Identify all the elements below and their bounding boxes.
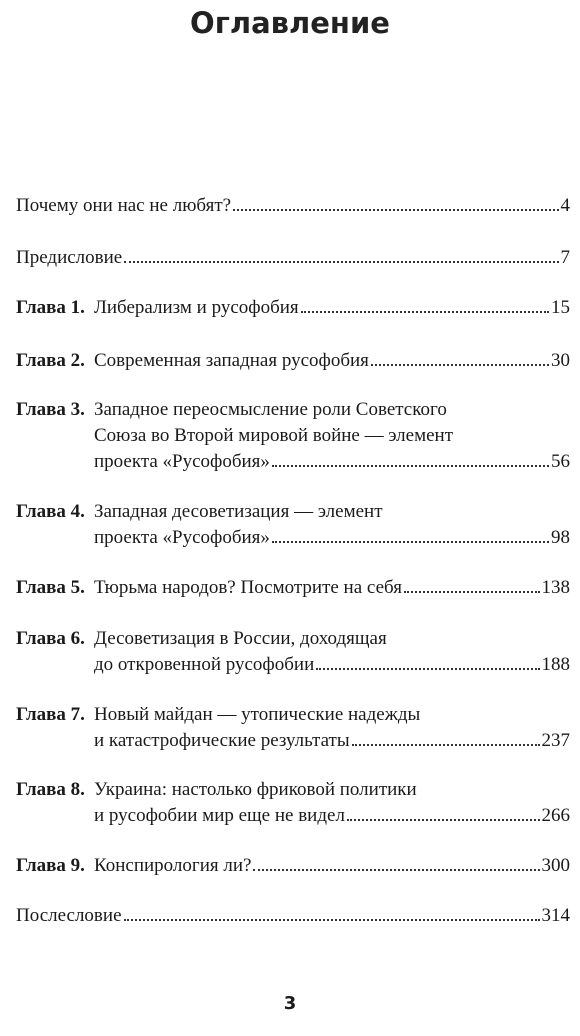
entry-page-number: 314 — [541, 905, 570, 926]
entry-page-number: 56 — [551, 451, 570, 472]
chapter-label: Глава 4. — [16, 501, 85, 522]
entry-title: Почему они нас не любят? — [16, 195, 232, 216]
dot-leader — [371, 364, 549, 366]
entry-title: Тюрьма народов? Посмотрите на себя — [94, 577, 402, 598]
toc-entry[interactable] — [16, 777, 570, 829]
entry-page-number: 30 — [551, 350, 570, 371]
chapter-label: Глава 5. — [16, 577, 85, 598]
entry-title: Предисловие — [16, 247, 123, 268]
entry-title: Послесловие — [16, 905, 122, 926]
chapter-label: Глава 9. — [16, 855, 85, 876]
entry-page-number: 7 — [560, 247, 570, 268]
entry-title: до откровенной русофобии — [94, 654, 315, 675]
entry-title: Новый майдан — утопические надежды — [94, 704, 421, 725]
toc-entry[interactable] — [16, 575, 570, 601]
chapter-label: Глава 2. — [16, 350, 85, 371]
dot-leader — [124, 261, 558, 263]
toc-entry[interactable] — [16, 853, 570, 879]
chapter-label: Глава 8. — [16, 779, 85, 800]
dot-leader — [272, 465, 549, 467]
entry-title: Либерализм и русофобия — [94, 297, 299, 318]
toc-entry[interactable] — [16, 397, 570, 475]
toc-entry[interactable] — [16, 348, 570, 374]
dot-leader — [272, 541, 549, 543]
entry-title: Союза во Второй мировой войне — элемент — [94, 425, 454, 446]
entry-title: проекта «Русофобия» — [94, 451, 270, 472]
entry-title: Западное переосмысление роли Советского — [94, 399, 447, 420]
entry-page-number: 138 — [541, 577, 570, 598]
chapter-label: Глава 6. — [16, 628, 85, 649]
chapter-label: Глава 7. — [16, 704, 85, 725]
toc-entry[interactable] — [16, 626, 570, 678]
chapter-label: Глава 1. — [16, 297, 85, 318]
entry-title: Современная западная русофобия — [94, 350, 369, 371]
entry-page-number: 4 — [560, 195, 570, 216]
page-title: Оглавление — [190, 6, 390, 40]
entry-title: Конспирология ли? — [94, 855, 252, 876]
toc-entry[interactable] — [16, 193, 570, 219]
entry-page-number: 237 — [541, 730, 570, 751]
entry-page-number: 98 — [551, 527, 570, 548]
dot-leader — [301, 311, 549, 313]
dot-leader — [124, 919, 540, 921]
chapter-label: Глава 3. — [16, 399, 85, 420]
entry-page-number: 300 — [541, 855, 570, 876]
entry-page-number: 266 — [541, 805, 570, 826]
entry-title: Западная десоветизация — элемент — [94, 501, 383, 522]
dot-leader — [352, 744, 540, 746]
page-number: 3 — [283, 993, 297, 1014]
toc-entry[interactable] — [16, 295, 570, 321]
entry-title: Украина: настолько фриковой политики — [94, 779, 417, 800]
toc-entry[interactable] — [16, 702, 570, 754]
entry-title: Десоветизация в России, доходящая — [94, 628, 387, 649]
dot-leader — [404, 591, 540, 593]
entry-title: и катастрофические результаты — [94, 730, 350, 751]
dot-leader — [233, 209, 558, 211]
dot-leader — [316, 668, 539, 670]
dot-leader — [347, 819, 540, 821]
entry-title: проекта «Русофобия» — [94, 527, 270, 548]
toc-entry[interactable] — [16, 903, 570, 929]
entry-page-number: 15 — [551, 297, 570, 318]
entry-page-number: 188 — [541, 654, 570, 675]
dot-leader — [253, 869, 539, 871]
toc-entry[interactable] — [16, 245, 570, 271]
entry-title: и русофобии мир еще не видел — [94, 805, 345, 826]
toc-entry[interactable] — [16, 499, 570, 551]
